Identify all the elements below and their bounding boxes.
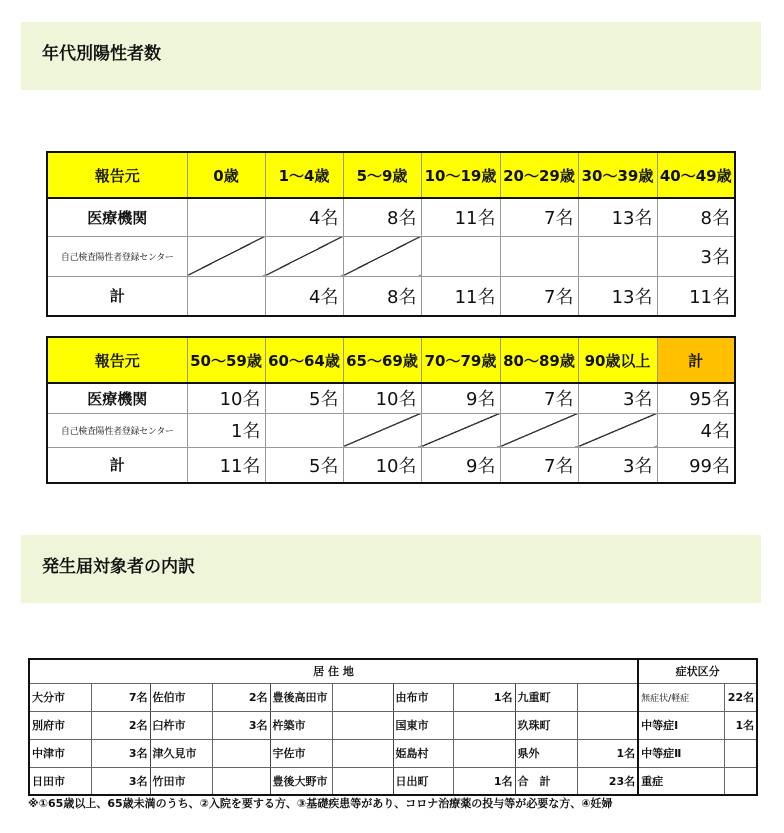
cell: 7名: [500, 198, 578, 236]
city-name: 別府市: [29, 711, 91, 739]
cell: 10名: [343, 383, 421, 413]
symptom-count: 22名: [724, 683, 757, 711]
city-count: 2名: [212, 683, 270, 711]
cell: 99名: [657, 447, 735, 483]
city-count: 7名: [91, 683, 150, 711]
city-name: 姫島村: [393, 739, 453, 767]
city-count: 3名: [212, 711, 270, 739]
header-age-50-59: 50～59歳: [187, 337, 265, 383]
symptom-name: 中等症Ⅰ: [638, 711, 724, 739]
cell-diagonal: [500, 413, 578, 447]
city-name: 佐伯市: [150, 683, 212, 711]
cell: 11名: [421, 198, 500, 236]
row-label-self-test: 自己検査陽性者登録センター: [47, 413, 187, 447]
city-name: 日出町: [393, 767, 453, 795]
symptom-count: 1名: [724, 711, 757, 739]
cell: 4名: [657, 413, 735, 447]
residence-header: 居 住 地: [29, 659, 638, 683]
city-name: 県外: [515, 739, 577, 767]
header-total: 計: [657, 337, 735, 383]
cell: [265, 413, 343, 447]
city-count: 1名: [577, 739, 638, 767]
city-count: 2名: [91, 711, 150, 739]
city-name: 由布市: [393, 683, 453, 711]
header-age-10-19: 10～19歳: [421, 152, 500, 198]
city-count: [577, 711, 638, 739]
cell: 9名: [421, 447, 500, 483]
city-count: [332, 739, 393, 767]
cell: 3名: [578, 447, 657, 483]
city-name: 日田市: [29, 767, 91, 795]
header-age-60-64: 60～64歳: [265, 337, 343, 383]
header-age-5-9: 5～9歳: [343, 152, 421, 198]
row-label-medical: 医療機関: [47, 383, 187, 413]
city-name: 大分市: [29, 683, 91, 711]
cell-diagonal: [187, 236, 265, 276]
row-label-medical: 医療機関: [47, 198, 187, 236]
cell: [421, 236, 500, 276]
cell-diagonal: [343, 236, 421, 276]
city-count: [453, 711, 515, 739]
city-count: 1名: [453, 767, 515, 795]
row-label-total: 計: [47, 276, 187, 316]
cell: 11名: [657, 276, 735, 316]
city-count: 3名: [91, 767, 150, 795]
header-source: 報告元: [47, 337, 187, 383]
cell: 10名: [343, 447, 421, 483]
header-age-40-49: 40～49歳: [657, 152, 735, 198]
city-name: 宇佐市: [270, 739, 332, 767]
age-table-2: [46, 336, 736, 484]
row-label-total: 計: [47, 447, 187, 483]
city-name: 竹田市: [150, 767, 212, 795]
cell: 7名: [500, 383, 578, 413]
city-name: 国東市: [393, 711, 453, 739]
cell-diagonal: [265, 236, 343, 276]
cell: 8名: [657, 198, 735, 236]
cell: 11名: [187, 447, 265, 483]
cell: 1名: [187, 413, 265, 447]
header-age-80-89: 80～89歳: [500, 337, 578, 383]
cell: 10名: [187, 383, 265, 413]
header-source: 報告元: [47, 152, 187, 198]
city-count: 3名: [91, 739, 150, 767]
cell: 3名: [657, 236, 735, 276]
city-name: 中津市: [29, 739, 91, 767]
header-age-30-39: 30～39歳: [578, 152, 657, 198]
symptom-name: 重症: [638, 767, 724, 795]
symptom-name: 無症状/軽症: [638, 683, 724, 711]
section-title-breakdown: 発生届対象者の内訳: [21, 535, 761, 603]
cell: 4名: [265, 198, 343, 236]
city-count: [212, 739, 270, 767]
cell: [578, 236, 657, 276]
city-name: 臼杵市: [150, 711, 212, 739]
cell: 8名: [343, 276, 421, 316]
header-age-0: 0歳: [187, 152, 265, 198]
header-age-70-79: 70～79歳: [421, 337, 500, 383]
city-name: 豊後高田市: [270, 683, 332, 711]
symptom-header: 症状区分: [638, 659, 757, 683]
city-count: [212, 767, 270, 795]
cell: 95名: [657, 383, 735, 413]
city-name: 豊後大野市: [270, 767, 332, 795]
row-label-self-test: 自己検査陽性者登録センター: [47, 236, 187, 276]
age-table-1: [46, 151, 736, 317]
symptom-name: 中等症Ⅱ: [638, 739, 724, 767]
cell: 13名: [578, 198, 657, 236]
cell: 9名: [421, 383, 500, 413]
symptom-count: [724, 739, 757, 767]
city-count: [332, 683, 393, 711]
cell: 5名: [265, 447, 343, 483]
cell: [187, 276, 265, 316]
city-name: 津久見市: [150, 739, 212, 767]
city-count: [577, 683, 638, 711]
cell: 8名: [343, 198, 421, 236]
header-age-90-plus: 90歳以上: [578, 337, 657, 383]
symptom-count: [724, 767, 757, 795]
cell-diagonal: [421, 413, 500, 447]
cell: [500, 236, 578, 276]
cell: 3名: [578, 383, 657, 413]
city-name: 杵築市: [270, 711, 332, 739]
cell-diagonal: [343, 413, 421, 447]
cell: 7名: [500, 276, 578, 316]
city-name: 九重町: [515, 683, 577, 711]
section-title-age: 年代別陽性者数: [21, 22, 761, 90]
cell: [187, 198, 265, 236]
footnote: ※①65歳以上、65歳未満のうち、②入院を要する方、③基礎疾患等があり、コロナ治療薬の投与等が必要な方、④妊婦: [28, 797, 613, 810]
cell: 7名: [500, 447, 578, 483]
city-count: [453, 739, 515, 767]
header-age-20-29: 20～29歳: [500, 152, 578, 198]
header-age-1-4: 1～4歳: [265, 152, 343, 198]
city-name: 玖珠町: [515, 711, 577, 739]
header-age-65-69: 65～69歳: [343, 337, 421, 383]
total-count: 23名: [577, 767, 638, 795]
total-label: 合 計: [515, 767, 577, 795]
cell-diagonal: [578, 413, 657, 447]
city-count: 1名: [453, 683, 515, 711]
cell: 13名: [578, 276, 657, 316]
cell: 5名: [265, 383, 343, 413]
cell: 4名: [265, 276, 343, 316]
city-count: [332, 711, 393, 739]
residence-table: [28, 658, 758, 796]
cell: 11名: [421, 276, 500, 316]
city-count: [332, 767, 393, 795]
